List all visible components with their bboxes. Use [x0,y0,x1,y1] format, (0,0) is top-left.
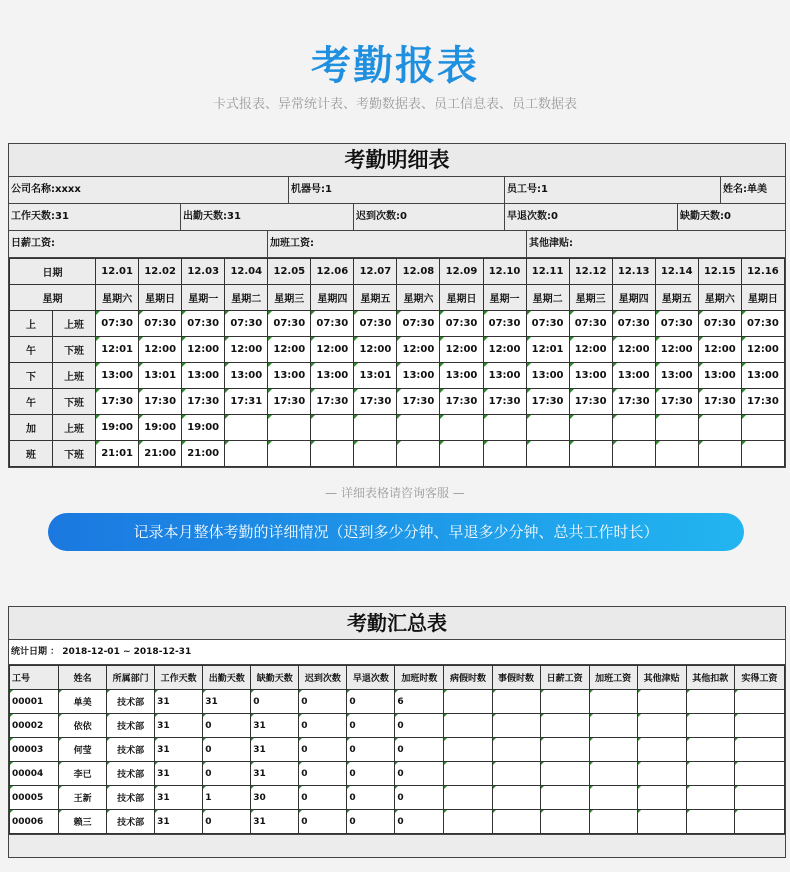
time-cell [268,441,311,467]
period-group-label: 加 [10,415,53,441]
time-cell: 13:00 [96,363,139,389]
time-cell [440,441,483,467]
summary-cell: 31 [155,786,203,810]
table-row [10,714,785,738]
summary-column-header: 加班工资 [589,666,637,690]
summary-column-header: 姓名 [59,666,107,690]
weekday-cell: 星期四 [311,285,354,311]
summary-column-header: 实得工资 [734,666,784,690]
summary-cell: 技术部 [107,738,155,762]
summary-cell: 0 [299,762,347,786]
late-count: 迟到次数:0 [354,204,505,230]
summary-cell: 0 [203,714,251,738]
time-cell [612,441,655,467]
detail-time-table [9,258,785,467]
summary-cell: 0 [347,786,395,810]
time-cell: 07:30 [96,311,139,337]
summary-column-header: 缺勤天数 [251,666,299,690]
time-cell: 07:30 [569,311,612,337]
summary-column-header: 出勤天数 [203,666,251,690]
time-row [10,311,785,337]
time-cell: 07:30 [268,311,311,337]
time-cell [354,415,397,441]
summary-cell: 6 [395,690,444,714]
time-cell: 07:30 [225,311,268,337]
summary-cell: 0 [203,738,251,762]
time-row [10,363,785,389]
summary-cell [589,810,637,834]
time-cell: 07:30 [483,311,526,337]
summary-cell: 30 [251,786,299,810]
summary-cell: 31 [155,690,203,714]
summary-cell: 31 [251,762,299,786]
summary-cell [637,714,686,738]
summary-cell [492,690,540,714]
summary-column-header: 迟到次数 [299,666,347,690]
summary-cell [637,786,686,810]
time-cell: 12:00 [139,337,182,363]
summary-cell [589,690,637,714]
time-cell: 07:30 [354,311,397,337]
daily-wage: 日薪工资: [9,231,268,257]
date-cell: 12.06 [311,259,354,285]
summary-cell: 王新 [59,786,107,810]
time-cell: 13:00 [268,363,311,389]
date-cell: 12.02 [139,259,182,285]
early-leave-count: 早退次数:0 [505,204,678,230]
attendance-summary-sheet [8,606,786,858]
consult-note: — 详细表格请咨询客服 — [325,486,465,500]
summary-cell [686,810,734,834]
period-group-label: 午 [10,337,53,363]
time-cell [741,415,784,441]
table-row [10,690,785,714]
time-cell: 12:00 [268,337,311,363]
time-cell: 07:30 [311,311,354,337]
time-cell [483,415,526,441]
time-cell: 17:30 [268,389,311,415]
summary-cell: 技术部 [107,810,155,834]
time-cell: 17:30 [182,389,225,415]
time-cell [483,441,526,467]
date-cell: 12.09 [440,259,483,285]
summary-cell: 单美 [59,690,107,714]
summary-cell: 31 [155,738,203,762]
weekday-cell: 星期一 [182,285,225,311]
weekday-label: 星期 [10,285,96,311]
time-cell: 17:30 [655,389,698,415]
summary-cell: 00004 [10,762,59,786]
time-cell [655,415,698,441]
summary-cell: 0 [299,810,347,834]
summary-cell: 00002 [10,714,59,738]
page-subtitle: 卡式报表、异常统计表、考勤数据表、员工信息表、员工数据表 [212,97,577,112]
time-cell [698,415,741,441]
time-cell [225,441,268,467]
summary-cell [734,810,784,834]
summary-cell [686,762,734,786]
summary-cell: 赖三 [59,810,107,834]
work-days: 工作天数:31 [9,204,181,230]
summary-cell: 0 [299,690,347,714]
time-cell [655,441,698,467]
time-cell: 07:30 [139,311,182,337]
summary-column-header: 早退次数 [347,666,395,690]
summary-cell: 31 [155,714,203,738]
summary-cell [540,714,589,738]
date-cell: 12.08 [397,259,440,285]
time-cell [268,415,311,441]
summary-cell [492,810,540,834]
date-cell: 12.01 [96,259,139,285]
time-cell: 12:00 [612,337,655,363]
attendance-detail-sheet [8,143,786,468]
detail-info-row-1 [9,177,785,204]
summary-cell: 技术部 [107,762,155,786]
employee-name: 姓名:单美 [723,184,767,195]
time-cell: 21:01 [96,441,139,467]
summary-cell [540,786,589,810]
summary-cell [492,714,540,738]
summary-cell: 0 [395,762,444,786]
summary-cell [444,762,492,786]
summary-column-header: 其他津贴 [637,666,686,690]
summary-cell: 0 [347,810,395,834]
summary-cell [492,786,540,810]
period-group-label: 班 [10,441,53,467]
other-allowance: 其他津贴: [529,238,573,249]
summary-column-header: 工号 [10,666,59,690]
period-group-label: 上 [10,311,53,337]
time-cell: 13:00 [569,363,612,389]
summary-column-header: 加班时数 [395,666,444,690]
summary-cell: 00003 [10,738,59,762]
weekday-cell: 星期五 [655,285,698,311]
time-cell: 13:01 [354,363,397,389]
summary-column-header: 日薪工资 [540,666,589,690]
time-cell: 12:00 [698,337,741,363]
date-cell: 12.16 [741,259,784,285]
summary-cell: 0 [395,810,444,834]
summary-cell [540,738,589,762]
detail-sheet-title: 考勤明细表 [9,144,785,177]
time-cell [397,415,440,441]
summary-cell: 31 [251,810,299,834]
table-row [10,762,785,786]
time-cell [569,415,612,441]
time-cell: 13:00 [397,363,440,389]
summary-cell [637,762,686,786]
time-cell: 21:00 [182,441,225,467]
summary-cell: 00005 [10,786,59,810]
overtime-wage: 加班工资: [268,231,527,257]
time-cell: 17:31 [225,389,268,415]
attend-days: 出勤天数:31 [181,204,354,230]
summary-cell [540,810,589,834]
time-cell: 07:30 [526,311,569,337]
summary-cell [492,762,540,786]
weekday-cell: 星期日 [139,285,182,311]
summary-cell [734,714,784,738]
time-cell: 19:00 [182,415,225,441]
date-cell: 12.12 [569,259,612,285]
summary-cell [589,762,637,786]
page-title: 考勤报表 [311,43,479,89]
summary-cell: 0 [299,714,347,738]
weekday-cell: 星期二 [225,285,268,311]
summary-cell: 31 [251,714,299,738]
summary-column-header: 所属部门 [107,666,155,690]
summary-cell [734,690,784,714]
time-cell [526,415,569,441]
summary-cell [540,762,589,786]
time-row [10,337,785,363]
date-label: 日期 [10,259,96,285]
time-row [10,389,785,415]
summary-column-header: 工作天数 [155,666,203,690]
time-cell: 19:00 [139,415,182,441]
detail-info-row-3 [9,231,785,258]
summary-cell [686,714,734,738]
table-row [10,738,785,762]
time-cell: 12:00 [741,337,784,363]
time-cell: 13:00 [526,363,569,389]
summary-header-row [10,666,785,690]
summary-cell [686,690,734,714]
time-cell: 12:00 [483,337,526,363]
summary-cell [444,738,492,762]
time-cell: 21:00 [139,441,182,467]
weekday-cell: 星期日 [741,285,784,311]
summary-sheet-title: 考勤汇总表 [9,607,785,640]
time-cell: 12:01 [526,337,569,363]
summary-cell: 技术部 [107,690,155,714]
time-cell: 13:00 [311,363,354,389]
date-cell: 12.15 [698,259,741,285]
date-cell: 12.03 [182,259,225,285]
time-cell: 12:00 [182,337,225,363]
summary-cell: 0 [299,738,347,762]
table-row [10,810,785,834]
description-banner: 记录本月整体考勤的详细情况（迟到多少分钟、早退多少分钟、总共工作时长） [48,513,744,551]
summary-cell [492,738,540,762]
summary-cell: 何莹 [59,738,107,762]
date-cell: 12.14 [655,259,698,285]
summary-column-header: 事假时数 [492,666,540,690]
time-cell: 12:00 [655,337,698,363]
summary-cell [444,810,492,834]
weekday-cell: 星期六 [397,285,440,311]
summary-cell: 0 [299,786,347,810]
time-cell: 12:00 [311,337,354,363]
time-cell [612,415,655,441]
time-cell: 13:00 [655,363,698,389]
time-cell: 13:00 [440,363,483,389]
time-cell: 17:30 [612,389,655,415]
time-cell: 19:00 [96,415,139,441]
shift-label: 下班 [53,441,96,467]
time-cell [569,441,612,467]
summary-cell [444,714,492,738]
date-cell: 12.05 [268,259,311,285]
weekday-cell: 星期四 [612,285,655,311]
company-name: 公司名称:xxxx [9,177,289,203]
time-cell: 07:30 [698,311,741,337]
summary-cell: 0 [347,762,395,786]
time-cell: 17:30 [569,389,612,415]
weekday-cell: 星期二 [526,285,569,311]
summary-cell: 技术部 [107,714,155,738]
machine-number: 机器号:1 [289,177,505,203]
summary-cell: 0 [347,738,395,762]
summary-cell [637,690,686,714]
date-cell: 12.10 [483,259,526,285]
summary-cell: 技术部 [107,786,155,810]
summary-footer [9,834,785,857]
date-cell: 12.04 [225,259,268,285]
shift-label: 上班 [53,363,96,389]
time-cell [397,441,440,467]
time-cell: 07:30 [655,311,698,337]
summary-cell: 31 [155,762,203,786]
summary-cell [734,762,784,786]
time-cell: 12:00 [354,337,397,363]
summary-cell: 0 [395,738,444,762]
weekday-cell: 星期五 [354,285,397,311]
absent-days: 缺勤天数:0 [680,211,731,222]
summary-cell [444,690,492,714]
shift-label: 上班 [53,415,96,441]
time-cell: 13:00 [741,363,784,389]
summary-cell [734,738,784,762]
summary-table [9,665,785,834]
summary-cell: 0 [395,786,444,810]
time-cell [225,415,268,441]
summary-cell [589,786,637,810]
weekday-cell: 星期三 [268,285,311,311]
summary-cell [637,738,686,762]
table-row [10,786,785,810]
time-cell: 07:30 [397,311,440,337]
time-cell: 12:00 [569,337,612,363]
employee-number: 员工号:1 [505,177,721,203]
time-cell: 07:30 [440,311,483,337]
summary-cell: 0 [395,714,444,738]
date-row [10,259,785,285]
summary-cell: 0 [347,714,395,738]
summary-cell: 0 [347,690,395,714]
summary-cell [589,738,637,762]
summary-column-header: 病假时数 [444,666,492,690]
summary-cell: 31 [251,738,299,762]
summary-cell [686,738,734,762]
time-cell [311,415,354,441]
detail-info-row-2 [9,204,785,231]
time-cell: 13:00 [483,363,526,389]
time-cell: 12:00 [397,337,440,363]
time-cell: 07:30 [612,311,655,337]
time-cell: 13:00 [225,363,268,389]
time-row [10,441,785,467]
time-cell: 12:00 [225,337,268,363]
summary-cell [540,690,589,714]
summary-cell [637,810,686,834]
time-cell [526,441,569,467]
summary-column-header: 其他扣款 [686,666,734,690]
summary-cell: 李已 [59,762,107,786]
time-row [10,415,785,441]
time-cell: 13:00 [698,363,741,389]
time-cell [698,441,741,467]
date-cell: 12.13 [612,259,655,285]
time-cell: 07:30 [182,311,225,337]
time-cell: 17:30 [311,389,354,415]
time-cell: 13:00 [182,363,225,389]
date-cell: 12.11 [526,259,569,285]
time-cell: 17:30 [354,389,397,415]
date-cell: 12.07 [354,259,397,285]
summary-cell: 31 [203,690,251,714]
time-cell: 17:30 [741,389,784,415]
summary-cell: 0 [203,810,251,834]
shift-label: 下班 [53,337,96,363]
time-cell: 17:30 [483,389,526,415]
time-cell: 17:30 [397,389,440,415]
summary-cell [444,786,492,810]
time-cell: 13:00 [612,363,655,389]
time-cell: 12:00 [440,337,483,363]
time-cell: 17:30 [526,389,569,415]
weekday-cell: 星期六 [96,285,139,311]
time-cell: 17:30 [698,389,741,415]
time-cell [440,415,483,441]
time-cell: 07:30 [741,311,784,337]
time-cell: 12:01 [96,337,139,363]
weekday-cell: 星期三 [569,285,612,311]
period-group-label: 下 [10,363,53,389]
summary-cell [589,714,637,738]
stat-period: 统计日期 ： 2018-12-01 ~ 2018-12-31 [9,640,785,665]
summary-cell: 31 [155,810,203,834]
weekday-cell: 星期六 [698,285,741,311]
weekday-cell: 星期一 [483,285,526,311]
summary-cell: 00001 [10,690,59,714]
time-cell: 17:30 [139,389,182,415]
time-cell: 17:30 [440,389,483,415]
summary-cell: 0 [251,690,299,714]
summary-cell: 0 [203,762,251,786]
summary-cell [686,786,734,810]
shift-label: 上班 [53,311,96,337]
period-group-label: 午 [10,389,53,415]
summary-cell: 依依 [59,714,107,738]
weekday-cell: 星期日 [440,285,483,311]
time-cell [311,441,354,467]
time-cell: 17:30 [96,389,139,415]
weekday-row [10,285,785,311]
summary-cell: 00006 [10,810,59,834]
summary-cell [734,786,784,810]
time-cell [741,441,784,467]
time-cell: 13:01 [139,363,182,389]
shift-label: 下班 [53,389,96,415]
summary-cell: 1 [203,786,251,810]
time-cell [354,441,397,467]
